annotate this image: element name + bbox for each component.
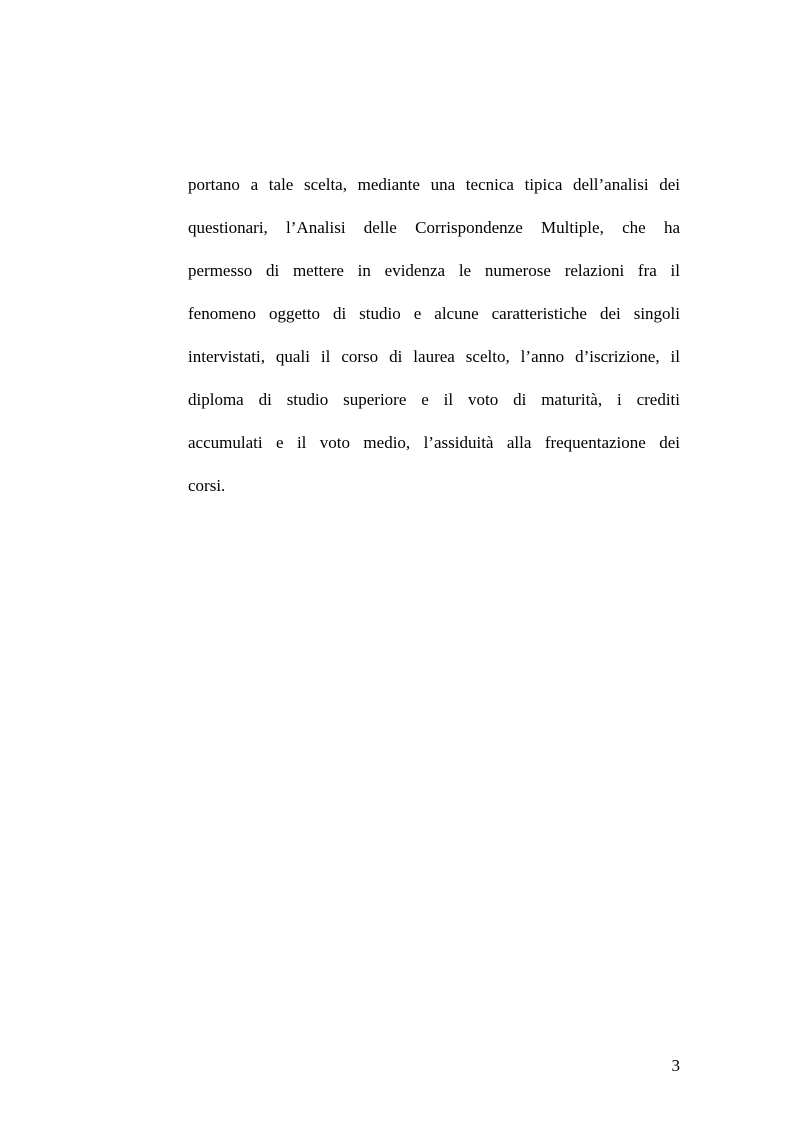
paragraph-line: diploma di studio superiore e il voto di maturità, i crediti: [188, 390, 680, 409]
paragraph-line: accumulati e il voto medio, l’assiduità alla frequentazione dei: [188, 433, 680, 452]
paragraph-line: corsi.: [188, 476, 226, 495]
paragraph-line: portano a tale scelta, mediante una tecnica tipica dell’analisi dei: [188, 175, 680, 194]
page-number: 3: [671, 1056, 680, 1075]
body-paragraph: [188, 163, 680, 507]
paragraph-line: permesso di mettere in evidenza le numerose relazioni fra il: [188, 261, 680, 280]
paragraph-line: intervistati, quali il corso di laurea scelto, l’anno d’iscrizione, il: [188, 347, 680, 366]
paragraph-line: fenomeno oggetto di studio e alcune caratteristiche dei singoli: [188, 304, 680, 323]
paragraph-line: questionari, l’Analisi delle Corrispondenze Multiple, che ha: [188, 218, 680, 237]
